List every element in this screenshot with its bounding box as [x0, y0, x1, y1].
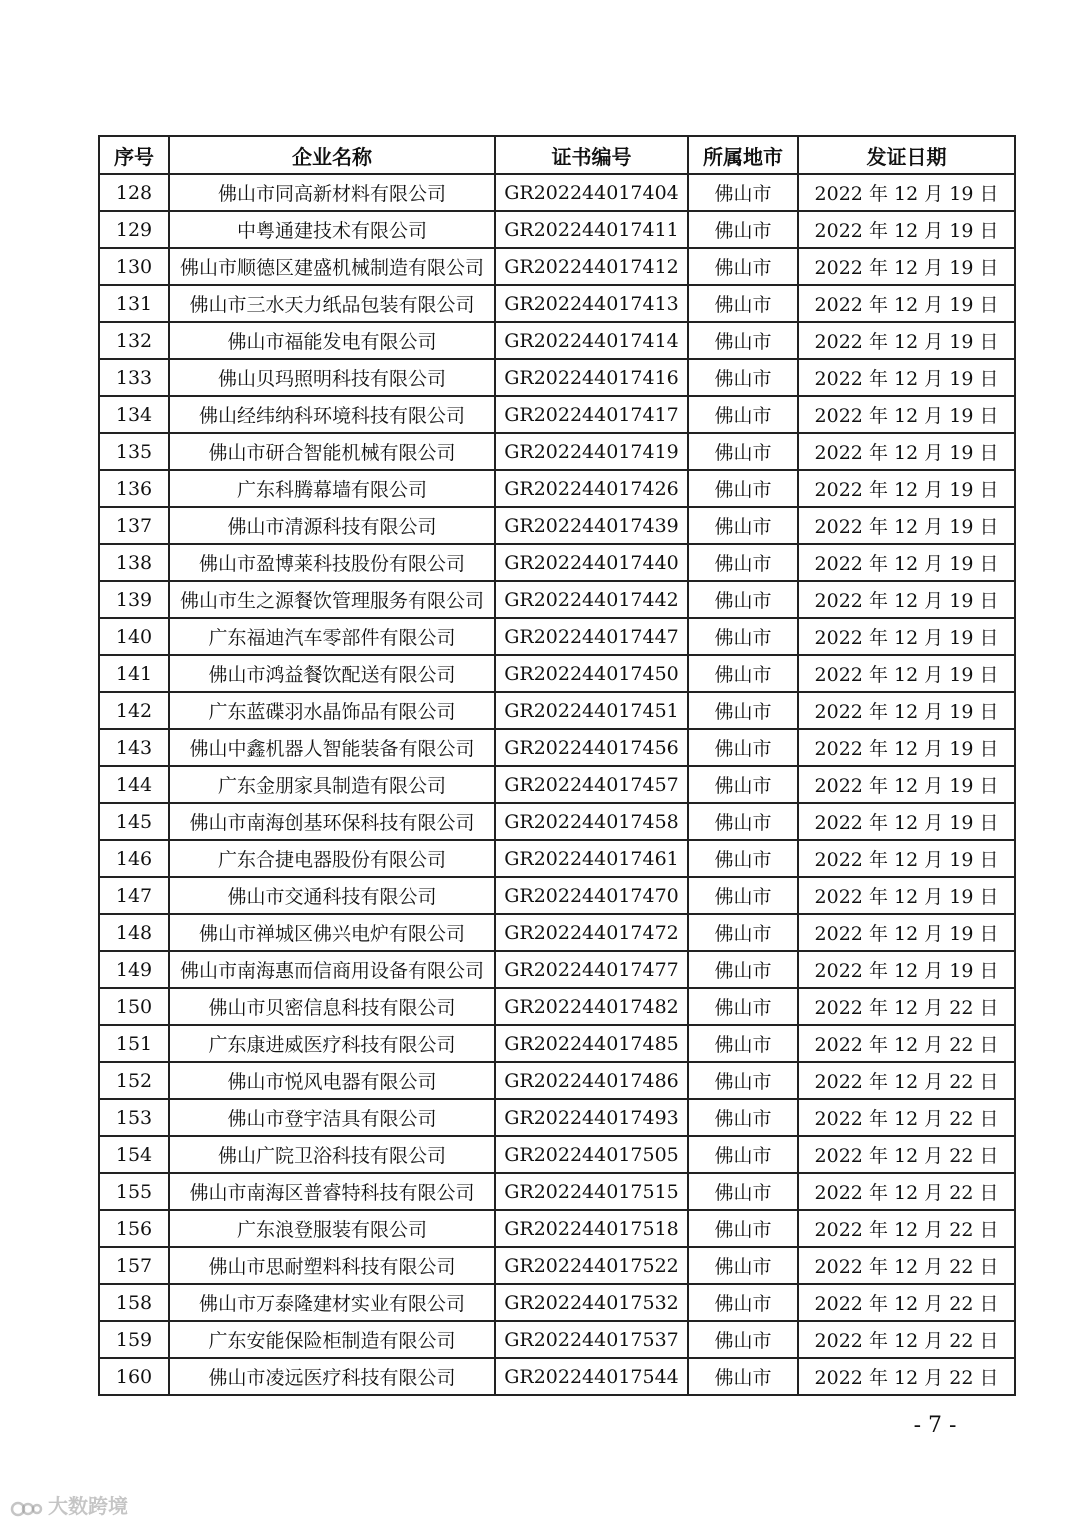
watermark-logo-icon [10, 1499, 44, 1517]
certificate-number: GR202244017485 [495, 1025, 688, 1062]
city: 佛山市 [688, 248, 798, 285]
row-index: 142 [99, 692, 169, 729]
city: 佛山市 [688, 766, 798, 803]
issue-date: 2022 年 12 月 22 日 [798, 1173, 1015, 1210]
city: 佛山市 [688, 692, 798, 729]
company-name: 广东康进威医疗科技有限公司 [169, 1025, 495, 1062]
company-name: 佛山市交通科技有限公司 [169, 877, 495, 914]
table-row [99, 1173, 1015, 1210]
certificate-number: GR202244017457 [495, 766, 688, 803]
certificate-number: GR202244017414 [495, 322, 688, 359]
table-row [99, 396, 1015, 433]
table-row [99, 655, 1015, 692]
table-row [99, 1210, 1015, 1247]
certificate-number: GR202244017493 [495, 1099, 688, 1136]
certificate-number: GR202244017486 [495, 1062, 688, 1099]
issue-date: 2022 年 12 月 22 日 [798, 988, 1015, 1025]
row-index: 144 [99, 766, 169, 803]
table-row [99, 174, 1015, 211]
table-row [99, 692, 1015, 729]
company-name: 广东福迪汽车零部件有限公司 [169, 618, 495, 655]
city: 佛山市 [688, 1358, 798, 1395]
company-name: 佛山市万泰隆建材实业有限公司 [169, 1284, 495, 1321]
company-name: 佛山市南海区普睿特科技有限公司 [169, 1173, 495, 1210]
company-name: 广东科腾幕墙有限公司 [169, 470, 495, 507]
table-row [99, 729, 1015, 766]
issue-date: 2022 年 12 月 19 日 [798, 803, 1015, 840]
row-index: 148 [99, 914, 169, 951]
issue-date: 2022 年 12 月 22 日 [798, 1062, 1015, 1099]
company-name: 佛山广院卫浴科技有限公司 [169, 1136, 495, 1173]
table-row [99, 507, 1015, 544]
company-name: 中粤通建技术有限公司 [169, 211, 495, 248]
company-name: 广东安能保险柜制造有限公司 [169, 1321, 495, 1358]
city: 佛山市 [688, 1321, 798, 1358]
city: 佛山市 [688, 877, 798, 914]
issue-date: 2022 年 12 月 19 日 [798, 433, 1015, 470]
certificate-number: GR202244017411 [495, 211, 688, 248]
company-name: 佛山贝玛照明科技有限公司 [169, 359, 495, 396]
city: 佛山市 [688, 1173, 798, 1210]
certificate-number: GR202244017417 [495, 396, 688, 433]
issue-date: 2022 年 12 月 19 日 [798, 766, 1015, 803]
company-name: 佛山市顺德区建盛机械制造有限公司 [169, 248, 495, 285]
row-index: 150 [99, 988, 169, 1025]
certificate-number: GR202244017451 [495, 692, 688, 729]
issue-date: 2022 年 12 月 22 日 [798, 1284, 1015, 1321]
table-row [99, 766, 1015, 803]
row-index: 140 [99, 618, 169, 655]
table-row [99, 840, 1015, 877]
city: 佛山市 [688, 581, 798, 618]
issue-date: 2022 年 12 月 22 日 [798, 1210, 1015, 1247]
row-index: 158 [99, 1284, 169, 1321]
certificate-number: GR202244017537 [495, 1321, 688, 1358]
city: 佛山市 [688, 1284, 798, 1321]
company-name: 广东蓝碟羽水晶饰品有限公司 [169, 692, 495, 729]
issue-date: 2022 年 12 月 19 日 [798, 285, 1015, 322]
city: 佛山市 [688, 840, 798, 877]
row-index: 134 [99, 396, 169, 433]
company-name: 佛山市南海惠而信商用设备有限公司 [169, 951, 495, 988]
table-row [99, 1247, 1015, 1284]
issue-date: 2022 年 12 月 19 日 [798, 507, 1015, 544]
table-row [99, 470, 1015, 507]
company-name: 佛山市登宇洁具有限公司 [169, 1099, 495, 1136]
certificate-number: GR202244017439 [495, 507, 688, 544]
page-number: - 7 - [913, 1413, 957, 1438]
issue-date: 2022 年 12 月 19 日 [798, 322, 1015, 359]
row-index: 157 [99, 1247, 169, 1284]
table-row [99, 877, 1015, 914]
header-certificate-number: 证书编号 [495, 136, 688, 174]
row-index: 159 [99, 1321, 169, 1358]
row-index: 147 [99, 877, 169, 914]
certificate-number: GR202244017461 [495, 840, 688, 877]
company-name: 佛山市禅城区佛兴电炉有限公司 [169, 914, 495, 951]
certificate-number: GR202244017442 [495, 581, 688, 618]
row-index: 141 [99, 655, 169, 692]
issue-date: 2022 年 12 月 19 日 [798, 729, 1015, 766]
company-name: 佛山市思耐塑料科技有限公司 [169, 1247, 495, 1284]
city: 佛山市 [688, 1099, 798, 1136]
row-index: 151 [99, 1025, 169, 1062]
city: 佛山市 [688, 507, 798, 544]
city: 佛山市 [688, 174, 798, 211]
row-index: 136 [99, 470, 169, 507]
certificate-table [98, 135, 1016, 1396]
row-index: 137 [99, 507, 169, 544]
row-index: 135 [99, 433, 169, 470]
company-name: 广东浪登服装有限公司 [169, 1210, 495, 1247]
company-name: 佛山市清源科技有限公司 [169, 507, 495, 544]
row-index: 154 [99, 1136, 169, 1173]
company-name: 佛山市盈博莱科技股份有限公司 [169, 544, 495, 581]
certificate-number: GR202244017470 [495, 877, 688, 914]
issue-date: 2022 年 12 月 22 日 [798, 1358, 1015, 1395]
company-name: 佛山市贝密信息科技有限公司 [169, 988, 495, 1025]
certificate-number: GR202244017404 [495, 174, 688, 211]
company-name: 佛山市鸿益餐饮配送有限公司 [169, 655, 495, 692]
city: 佛山市 [688, 359, 798, 396]
certificate-number: GR202244017413 [495, 285, 688, 322]
company-name: 广东合捷电器股份有限公司 [169, 840, 495, 877]
row-index: 149 [99, 951, 169, 988]
certificate-number: GR202244017522 [495, 1247, 688, 1284]
certificate-number: GR202244017477 [495, 951, 688, 988]
table-row [99, 914, 1015, 951]
city: 佛山市 [688, 951, 798, 988]
certificate-number: GR202244017447 [495, 618, 688, 655]
row-index: 130 [99, 248, 169, 285]
city: 佛山市 [688, 1136, 798, 1173]
city: 佛山市 [688, 544, 798, 581]
issue-date: 2022 年 12 月 19 日 [798, 359, 1015, 396]
city: 佛山市 [688, 1247, 798, 1284]
issue-date: 2022 年 12 月 19 日 [798, 618, 1015, 655]
city: 佛山市 [688, 1025, 798, 1062]
city: 佛山市 [688, 803, 798, 840]
table-row [99, 803, 1015, 840]
row-index: 145 [99, 803, 169, 840]
row-index: 133 [99, 359, 169, 396]
table-row [99, 1358, 1015, 1395]
row-index: 155 [99, 1173, 169, 1210]
city: 佛山市 [688, 914, 798, 951]
row-index: 129 [99, 211, 169, 248]
issue-date: 2022 年 12 月 19 日 [798, 840, 1015, 877]
header-index: 序号 [99, 136, 169, 174]
table-body [99, 174, 1015, 1395]
certificate-number: GR202244017426 [495, 470, 688, 507]
issue-date: 2022 年 12 月 19 日 [798, 877, 1015, 914]
table-row [99, 1284, 1015, 1321]
table-row [99, 618, 1015, 655]
company-name: 广东金朋家具制造有限公司 [169, 766, 495, 803]
certificate-number: GR202244017472 [495, 914, 688, 951]
certificate-number: GR202244017456 [495, 729, 688, 766]
issue-date: 2022 年 12 月 22 日 [798, 1247, 1015, 1284]
table-row [99, 951, 1015, 988]
row-index: 152 [99, 1062, 169, 1099]
issue-date: 2022 年 12 月 19 日 [798, 544, 1015, 581]
table-header-row [99, 136, 1015, 174]
issue-date: 2022 年 12 月 19 日 [798, 581, 1015, 618]
table-row [99, 285, 1015, 322]
issue-date: 2022 年 12 月 19 日 [798, 470, 1015, 507]
certificate-number: GR202244017440 [495, 544, 688, 581]
issue-date: 2022 年 12 月 22 日 [798, 1099, 1015, 1136]
certificate-number: GR202244017518 [495, 1210, 688, 1247]
table-row [99, 988, 1015, 1025]
table-row [99, 433, 1015, 470]
city: 佛山市 [688, 988, 798, 1025]
certificate-number: GR202244017416 [495, 359, 688, 396]
city: 佛山市 [688, 655, 798, 692]
issue-date: 2022 年 12 月 22 日 [798, 1136, 1015, 1173]
issue-date: 2022 年 12 月 19 日 [798, 248, 1015, 285]
table-row [99, 248, 1015, 285]
city: 佛山市 [688, 729, 798, 766]
row-index: 160 [99, 1358, 169, 1395]
city: 佛山市 [688, 618, 798, 655]
row-index: 153 [99, 1099, 169, 1136]
company-name: 佛山市同高新材料有限公司 [169, 174, 495, 211]
issue-date: 2022 年 12 月 22 日 [798, 1025, 1015, 1062]
city: 佛山市 [688, 470, 798, 507]
table-row [99, 1062, 1015, 1099]
company-name: 佛山市南海创基环保科技有限公司 [169, 803, 495, 840]
table-row [99, 211, 1015, 248]
header-company-name: 企业名称 [169, 136, 495, 174]
issue-date: 2022 年 12 月 19 日 [798, 914, 1015, 951]
row-index: 156 [99, 1210, 169, 1247]
city: 佛山市 [688, 433, 798, 470]
issue-date: 2022 年 12 月 19 日 [798, 692, 1015, 729]
certificate-number: GR202244017505 [495, 1136, 688, 1173]
company-name: 佛山市三水天力纸品包装有限公司 [169, 285, 495, 322]
company-name: 佛山市凌远医疗科技有限公司 [169, 1358, 495, 1395]
city: 佛山市 [688, 1062, 798, 1099]
watermark [10, 1490, 128, 1519]
certificate-number: GR202244017515 [495, 1173, 688, 1210]
issue-date: 2022 年 12 月 19 日 [798, 211, 1015, 248]
issue-date: 2022 年 12 月 19 日 [798, 951, 1015, 988]
row-index: 132 [99, 322, 169, 359]
city: 佛山市 [688, 1210, 798, 1247]
header-city: 所属地市 [688, 136, 798, 174]
issue-date: 2022 年 12 月 19 日 [798, 396, 1015, 433]
table-row [99, 1099, 1015, 1136]
city: 佛山市 [688, 211, 798, 248]
certificate-number: GR202244017412 [495, 248, 688, 285]
city: 佛山市 [688, 322, 798, 359]
issue-date: 2022 年 12 月 22 日 [798, 1321, 1015, 1358]
row-index: 139 [99, 581, 169, 618]
watermark-text: 大数跨境 [48, 1494, 128, 1518]
certificate-number: GR202244017482 [495, 988, 688, 1025]
issue-date: 2022 年 12 月 19 日 [798, 655, 1015, 692]
table-row [99, 1025, 1015, 1062]
table-row [99, 581, 1015, 618]
table-row [99, 322, 1015, 359]
table-row [99, 544, 1015, 581]
certificate-number: GR202244017532 [495, 1284, 688, 1321]
company-name: 佛山市生之源餐饮管理服务有限公司 [169, 581, 495, 618]
city: 佛山市 [688, 285, 798, 322]
table-row [99, 1136, 1015, 1173]
row-index: 143 [99, 729, 169, 766]
header-issue-date: 发证日期 [798, 136, 1015, 174]
certificate-number: GR202244017450 [495, 655, 688, 692]
row-index: 128 [99, 174, 169, 211]
certificate-number: GR202244017544 [495, 1358, 688, 1395]
company-name: 佛山市悦风电器有限公司 [169, 1062, 495, 1099]
row-index: 146 [99, 840, 169, 877]
row-index: 131 [99, 285, 169, 322]
table-row [99, 359, 1015, 396]
certificate-number: GR202244017419 [495, 433, 688, 470]
city: 佛山市 [688, 396, 798, 433]
company-name: 佛山市研合智能机械有限公司 [169, 433, 495, 470]
row-index: 138 [99, 544, 169, 581]
issue-date: 2022 年 12 月 19 日 [798, 174, 1015, 211]
company-name: 佛山中鑫机器人智能装备有限公司 [169, 729, 495, 766]
table-row [99, 1321, 1015, 1358]
company-name: 佛山市福能发电有限公司 [169, 322, 495, 359]
certificate-number: GR202244017458 [495, 803, 688, 840]
company-name: 佛山经纬纳科环境科技有限公司 [169, 396, 495, 433]
